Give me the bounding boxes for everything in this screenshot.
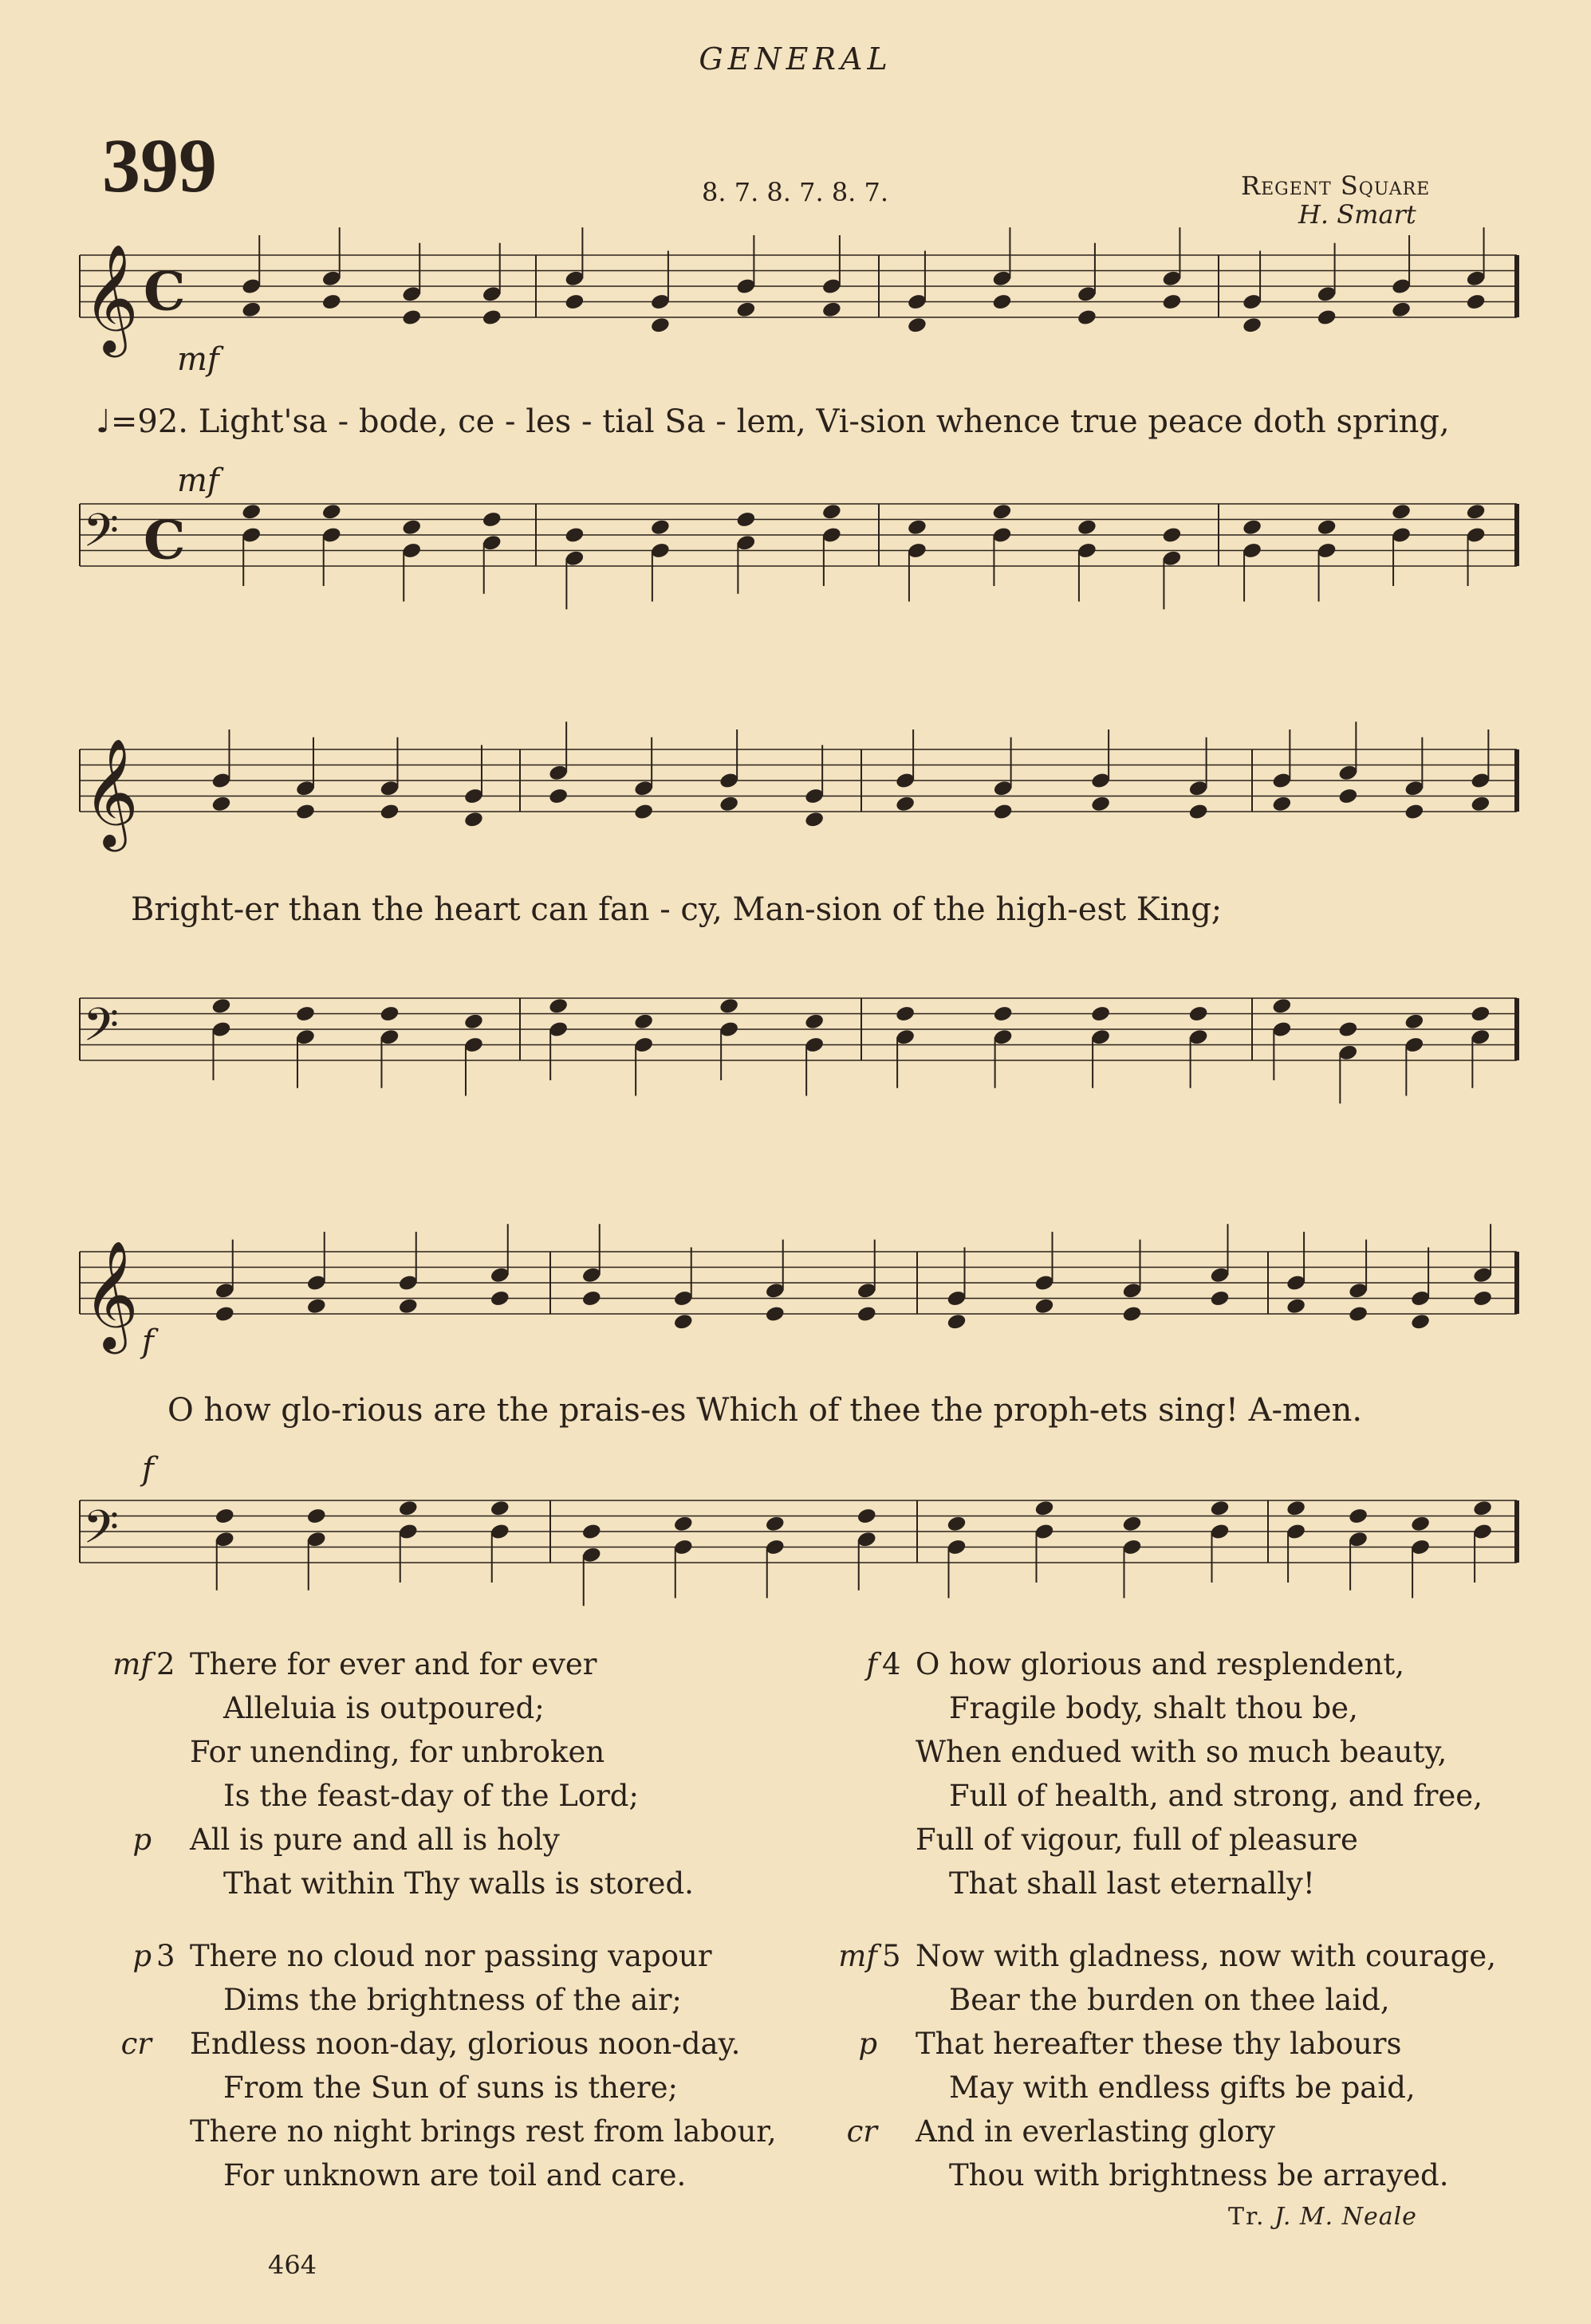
verse-line: [821, 1774, 1539, 1818]
verse-text: Is the feast-day of the Lord;: [223, 1779, 639, 1813]
verse-line: [96, 2110, 813, 2153]
note-head: [398, 1499, 419, 1517]
note-head: [463, 1013, 484, 1031]
treble-clef-icon: 𝄞: [83, 737, 139, 847]
note-head: [895, 1005, 916, 1023]
dynamic-mark: p: [132, 1823, 152, 1857]
verse-line: [821, 1862, 1539, 1905]
note-head: [1077, 518, 1097, 537]
verses-left-column: [96, 1642, 813, 2197]
verse-text: Bear the burden on thee laid,: [949, 1983, 1390, 2017]
note-head: [1391, 502, 1412, 521]
note-head: [633, 803, 654, 821]
note-head: [993, 803, 1014, 821]
lyrics-line-2: Bright-er than the heart can fan - cy, Man-sion of the high-est King;: [131, 891, 1223, 928]
common-time-icon: C: [144, 260, 186, 323]
dynamic-mark: mf: [838, 1939, 877, 1973]
note-head: [1348, 1507, 1368, 1525]
note-head: [719, 997, 739, 1015]
note-head: [1271, 795, 1292, 813]
tempo-note-icon: ♩: [96, 403, 111, 440]
note-head: [946, 1515, 967, 1533]
note-head: [1188, 803, 1209, 821]
note-head: [306, 1297, 327, 1315]
note-head: [1161, 526, 1182, 545]
note-head: [1317, 518, 1337, 537]
note-head: [398, 1297, 419, 1315]
treble-clef-icon: 𝄞: [83, 1239, 139, 1349]
verse-line: [821, 1686, 1539, 1730]
verse-line: [96, 2066, 813, 2110]
note-head: [548, 787, 569, 805]
verse-text: There for ever and for ever: [190, 1647, 597, 1681]
note-head: [1337, 787, 1358, 805]
note-head: [379, 1005, 400, 1023]
note-head: [1034, 1297, 1054, 1315]
translator-credit: [1228, 2203, 1417, 2231]
verse-line: [96, 1934, 813, 1978]
note-head: [1470, 795, 1491, 813]
verse-number: 2: [156, 1647, 175, 1681]
verse-line: [821, 1642, 1539, 1686]
composer-name: H. Smart: [1298, 199, 1416, 230]
page-header: GENERAL: [699, 41, 892, 77]
note-head: [804, 1013, 825, 1031]
note-head: [379, 803, 400, 821]
note-head: [295, 1005, 316, 1023]
verse-number: 4: [882, 1647, 901, 1681]
note-head: [1466, 293, 1487, 311]
note-head: [1034, 1499, 1054, 1517]
note-head: [1077, 309, 1097, 327]
dynamic-mark-mf-bass-1: mf: [177, 462, 219, 499]
note-head: [1209, 1289, 1230, 1307]
verse-line: [821, 1978, 1539, 2022]
note-head: [1121, 1515, 1142, 1533]
note-head: [1188, 1005, 1209, 1023]
verse-text: When endued with so much beauty,: [916, 1735, 1447, 1769]
verse-text: That within Thy walls is stored.: [223, 1866, 694, 1901]
note-head: [821, 502, 842, 521]
note-head: [673, 1515, 694, 1533]
note-head: [765, 1515, 786, 1533]
note-head: [241, 301, 262, 319]
note-head: [490, 1499, 510, 1517]
verse-text: May with endless gifts be paid,: [949, 2070, 1416, 2105]
bass-clef-icon: 𝄢: [83, 997, 120, 1064]
note-head: [482, 510, 502, 529]
verse-line: [821, 2022, 1539, 2066]
verse-line: [96, 2153, 813, 2197]
lyrics-line-1: Light'sa - bode, ce - les - tial Sa - lem, Vi-sion whence true peace doth spring,: [198, 403, 1450, 440]
stanza-gap: [821, 1905, 1539, 1934]
page-number: 464: [268, 2250, 317, 2280]
tune-name: Regent Square: [1241, 171, 1431, 201]
note-head: [991, 502, 1012, 521]
note-head: [564, 526, 585, 545]
dynamic-mark-f-treble-3: f: [142, 1323, 154, 1360]
note-head: [306, 1507, 327, 1525]
note-head: [215, 1507, 235, 1525]
verse-text: And in everlasting glory: [916, 2114, 1276, 2149]
note-head: [215, 1305, 235, 1323]
note-head: [907, 518, 927, 537]
note-head: [1337, 1020, 1358, 1039]
note-head: [857, 1507, 877, 1525]
verse-line: [96, 1686, 813, 1730]
verse-text: Thou with brightness be arrayed.: [949, 2158, 1449, 2192]
verses-section: [0, 1642, 1591, 2200]
note-head: [482, 309, 502, 327]
verse-line: [96, 1730, 813, 1774]
note-head: [1472, 1289, 1493, 1307]
note-head: [735, 510, 756, 529]
verse-text: That hereafter these thy labours: [916, 2027, 1402, 2061]
note-head: [581, 1523, 602, 1541]
note-head: [1404, 803, 1424, 821]
verse-line: [821, 1818, 1539, 1862]
verse-text: Now with gladness, now with courage,: [916, 1939, 1496, 1973]
note-head: [321, 502, 342, 521]
note-head: [401, 518, 422, 537]
bass-clef-icon: 𝄢: [83, 1500, 120, 1566]
note-head: [650, 518, 671, 537]
note-head: [1410, 1312, 1431, 1331]
verse-text: Full of vigour, full of pleasure: [916, 1823, 1358, 1857]
verse-number: 5: [882, 1939, 901, 1973]
note-head: [1286, 1297, 1306, 1315]
tempo-marking: =92.: [110, 403, 189, 440]
note-head: [895, 795, 916, 813]
note-head: [490, 1289, 510, 1307]
common-time-icon: C: [144, 509, 186, 572]
verse-text: Dims the brightness of the air;: [223, 1983, 682, 2017]
note-head: [211, 997, 231, 1015]
verse-line: [821, 2153, 1539, 2197]
verse-line: [96, 1642, 813, 1686]
note-head: [1470, 1005, 1491, 1023]
translator-name: J. M. Neale: [1274, 2203, 1417, 2231]
note-head: [564, 293, 585, 311]
verse-text: Alleluia is outpoured;: [223, 1691, 545, 1725]
treble-clef-icon: 𝄞: [83, 242, 139, 352]
note-head: [463, 810, 484, 828]
verse-line: [821, 1934, 1539, 1978]
verse-text: For unending, for unbroken: [190, 1735, 605, 1769]
tempo-and-lyrics-line-1: [96, 403, 1450, 440]
translator-prefix: Tr.: [1228, 2203, 1266, 2231]
note-head: [548, 997, 569, 1015]
note-head: [804, 810, 825, 828]
dynamic-mark: mf: [112, 1647, 152, 1681]
verse-text: From the Sun of suns is there;: [223, 2070, 678, 2105]
note-head: [1391, 301, 1412, 319]
dynamic-mark-mf-treble-1: mf: [177, 341, 219, 378]
note-head: [1472, 1499, 1493, 1517]
verse-line: [96, 1978, 813, 2022]
note-head: [993, 1005, 1014, 1023]
note-head: [821, 301, 842, 319]
verse-text: There no cloud nor passing vapour: [190, 1939, 712, 1973]
bass-clef-icon: 𝄢: [83, 503, 120, 569]
verse-text: O how glorious and resplendent,: [916, 1647, 1404, 1681]
note-head: [401, 309, 422, 327]
note-head: [1090, 795, 1111, 813]
verse-text: All is pure and all is holy: [190, 1823, 560, 1857]
dynamic-mark: p: [132, 1939, 152, 1973]
stanza-gap: [96, 1905, 813, 1934]
note-head: [241, 502, 262, 521]
dynamic-mark: p: [858, 2027, 877, 2061]
note-head: [1404, 1013, 1424, 1031]
verse-number: 3: [156, 1939, 175, 1973]
note-head: [295, 803, 316, 821]
verse-text: That shall last eternally!: [949, 1866, 1315, 1901]
note-head: [1317, 309, 1337, 327]
verse-line: [821, 2110, 1539, 2153]
note-head: [1271, 997, 1292, 1015]
verse-line: [96, 2022, 813, 2066]
note-head: [1466, 502, 1487, 521]
verse-text: Fragile body, shalt thou be,: [949, 1691, 1358, 1725]
note-head: [765, 1305, 786, 1323]
dynamic-mark: cr: [120, 2027, 152, 2061]
dynamic-mark: cr: [846, 2114, 877, 2149]
verse-text: Full of health, and strong, and free,: [949, 1779, 1483, 1813]
verse-line: [821, 1730, 1539, 1774]
note-head: [321, 293, 342, 311]
note-head: [1242, 316, 1262, 334]
note-head: [673, 1312, 694, 1331]
verse-line: [821, 2066, 1539, 2110]
note-head: [1121, 1305, 1142, 1323]
note-head: [581, 1289, 602, 1307]
verse-text: Endless noon-day, glorious noon-day.: [190, 2027, 741, 2061]
note-head: [211, 795, 231, 813]
note-head: [1209, 1499, 1230, 1517]
verse-text: For unknown are toil and care.: [223, 2158, 687, 2192]
hymn-number: 399: [102, 123, 217, 208]
note-head: [633, 1013, 654, 1031]
dynamic-mark-f-bass-3: f: [142, 1451, 154, 1488]
note-head: [735, 301, 756, 319]
note-head: [1410, 1515, 1431, 1533]
note-head: [946, 1312, 967, 1331]
note-head: [1286, 1499, 1306, 1517]
note-head: [991, 293, 1012, 311]
verses-right-column: [821, 1642, 1539, 2197]
dynamic-mark: f: [866, 1647, 877, 1681]
note-head: [719, 795, 739, 813]
verse-text: There no night brings rest from labour,: [190, 2114, 777, 2149]
note-head: [1090, 1005, 1111, 1023]
note-head: [907, 316, 927, 334]
note-head: [1161, 293, 1182, 311]
hymn-meter: 8. 7. 8. 7. 8. 7.: [702, 177, 889, 207]
note-head: [857, 1305, 877, 1323]
note-head: [1242, 518, 1262, 537]
verse-line: [96, 1774, 813, 1818]
lyrics-line-3: O how glo-rious are the prais-es Which of thee the proph-ets sing! A-men.: [167, 1392, 1363, 1429]
note-head: [650, 316, 671, 334]
note-head: [1348, 1305, 1368, 1323]
verse-line: [96, 1818, 813, 1862]
verse-line: [96, 1862, 813, 1905]
